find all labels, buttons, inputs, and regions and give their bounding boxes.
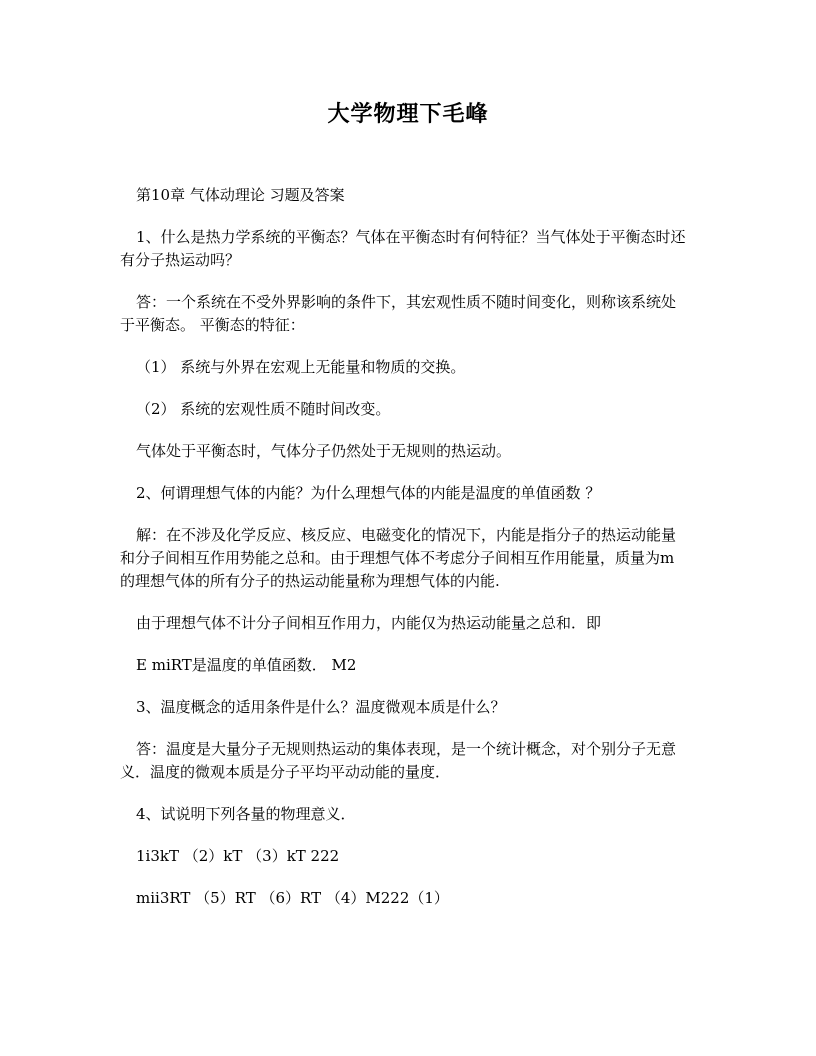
answer-1-conclusion: 气体处于平衡态时，气体分子仍然处于无规则的热运动。	[136, 442, 512, 460]
question-4-formulas-1: 1i3kT （2）kT （3）kT 222	[136, 847, 340, 865]
chapter-heading: 第10章 气体动理论 习题及答案	[136, 186, 345, 204]
question-3: 3、温度概念的适用条件是什么？温度微观本质是什么？	[136, 698, 506, 716]
answer-2-formula: E miRT是温度的单值函数． M2	[136, 656, 357, 674]
answer-1-item-1: （1） 系统与外界在宏观上无能量和物质的交换。	[136, 358, 466, 376]
page-title: 大学物理下毛峰	[327, 101, 489, 127]
answer-2-continued: 由于理想气体不计分子间相互作用力，内能仅为热运动能量之总和．即	[136, 614, 602, 632]
document-body	[120, 184, 686, 929]
answer-1-item-2: （2） 系统的宏观性质不随时间改变。	[136, 400, 391, 418]
question-1: 1、什么是热力学系统的平衡态？气体在平衡态时有何特征？当气体处于平衡态时还有分子热运动吗？	[120, 228, 686, 269]
answer-2: 解：在不涉及化学反应、核反应、电磁变化的情况下，内能是指分子的热运动能量和分子间相互作用势能之总和。由于理想气体不考虑分子间相互作用能量，质量为m的理想气体的所有分子的热运动能量称为理想气体的内能.	[120, 526, 677, 590]
question-4: 4、试说明下列各量的物理意义．	[136, 805, 356, 823]
answer-3: 答：温度是大量分子无规则热运动的集体表现，是一个统计概念，对个别分子无意义．温度的微观本质是分子平均平动动能的量度．	[120, 740, 677, 781]
question-4-formulas-2: mii3RT （5）RT （6）RT （4）M222（1）	[136, 889, 449, 907]
question-2: 2、何谓理想气体的内能？为什么理想气体的内能是温度的单值函数 ？	[136, 484, 601, 502]
answer-1: 答：一个系统在不受外界影响的条件下，其宏观性质不随时间变化，则称该系统处于平衡态。 平衡态的特征：	[120, 293, 677, 334]
